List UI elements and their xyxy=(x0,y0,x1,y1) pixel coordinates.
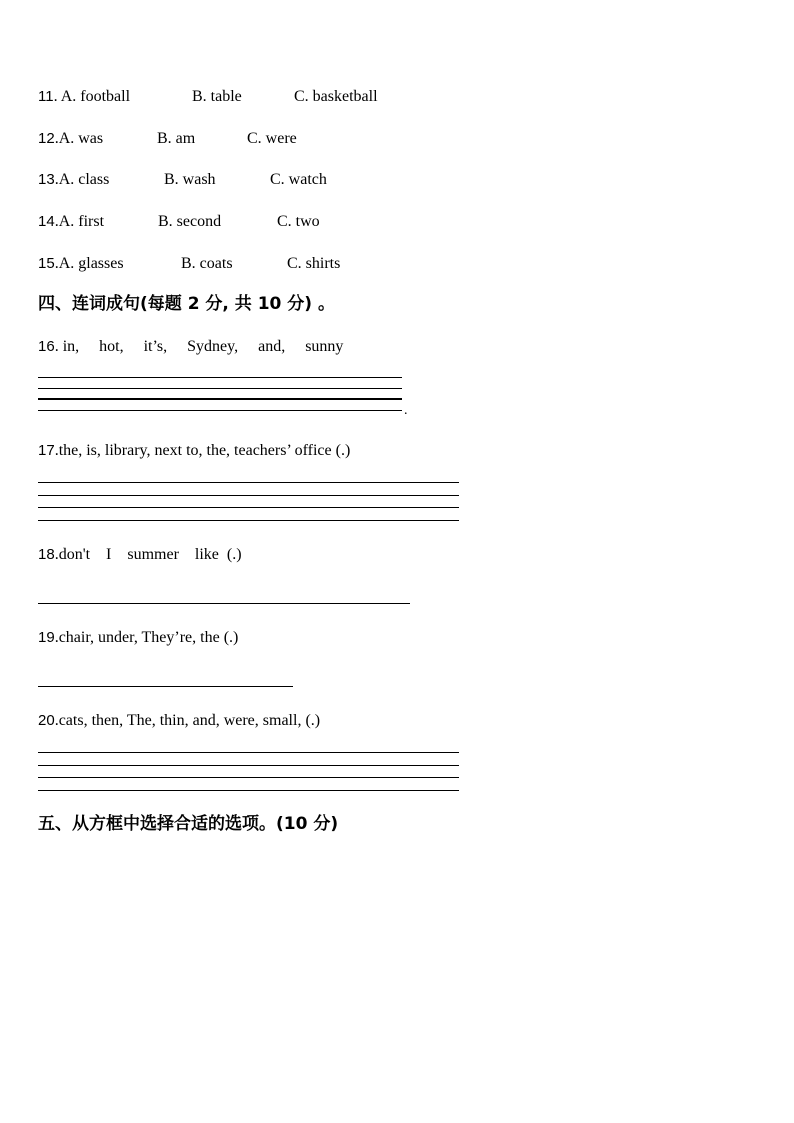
question-words: .the, is, library, next to, the, teachers’ office (.) xyxy=(54,442,351,459)
question-13 xyxy=(38,170,327,190)
answer-line xyxy=(38,507,459,508)
option-b: B. am xyxy=(157,130,196,147)
option-a: .A. glasses xyxy=(54,255,124,272)
answer-line xyxy=(38,686,293,687)
option-b: B. wash xyxy=(164,171,216,188)
question-number: 15 xyxy=(38,255,55,272)
option-b: B. coats xyxy=(181,255,233,272)
answer-line xyxy=(38,398,402,400)
option-c: C. were xyxy=(247,130,297,147)
question-17 xyxy=(38,441,350,461)
section-4-title: 四、连词成句(每题 2 分, 共 10 分) 。 xyxy=(38,294,335,314)
question-words: .don't I summer like (.) xyxy=(54,546,242,563)
option-a: .A. first xyxy=(54,213,105,230)
option-a: .A. class xyxy=(54,171,110,188)
answer-line xyxy=(38,790,459,791)
question-number: 16 xyxy=(38,338,55,355)
answer-line xyxy=(38,495,459,496)
answer-line xyxy=(38,765,459,766)
question-number: 13 xyxy=(38,171,55,188)
option-a: . A. football xyxy=(53,88,131,105)
answer-line xyxy=(38,520,459,521)
answer-line xyxy=(38,752,459,753)
question-words: .chair, under, They’re, the (.) xyxy=(54,629,239,646)
question-words: .cats, then, The, thin, and, were, small, (.) xyxy=(54,712,321,729)
answer-line xyxy=(38,777,459,778)
question-number: 17 xyxy=(38,442,55,459)
trailing-period: . xyxy=(404,403,408,418)
answer-line xyxy=(38,388,402,389)
question-16 xyxy=(38,337,343,357)
option-c: C. basketball xyxy=(294,88,378,105)
question-15 xyxy=(38,254,341,274)
option-c: C. watch xyxy=(270,171,327,188)
question-number: 18 xyxy=(38,546,55,563)
option-b: B. second xyxy=(158,213,222,230)
question-20 xyxy=(38,711,320,731)
answer-line xyxy=(38,482,459,483)
question-14 xyxy=(38,212,320,232)
question-19 xyxy=(38,628,238,648)
question-number: 12 xyxy=(38,130,55,147)
question-number: 19 xyxy=(38,629,55,646)
answer-line xyxy=(38,377,402,378)
option-c: C. two xyxy=(277,213,320,230)
question-words: . in, hot, it’s, Sydney, and, sunny xyxy=(54,338,344,355)
section-5-title: 五、从方框中选择合适的选项。(10 分) xyxy=(38,814,339,834)
option-b: B. table xyxy=(192,88,242,105)
question-number: 20 xyxy=(38,712,55,729)
question-number: 11 xyxy=(38,88,54,105)
question-11 xyxy=(38,87,378,107)
answer-line xyxy=(38,410,402,411)
option-a: .A. was xyxy=(54,130,104,147)
question-12 xyxy=(38,129,297,149)
question-number: 14 xyxy=(38,213,55,230)
option-c: C. shirts xyxy=(287,255,341,272)
answer-line xyxy=(38,603,410,604)
question-18 xyxy=(38,545,242,565)
